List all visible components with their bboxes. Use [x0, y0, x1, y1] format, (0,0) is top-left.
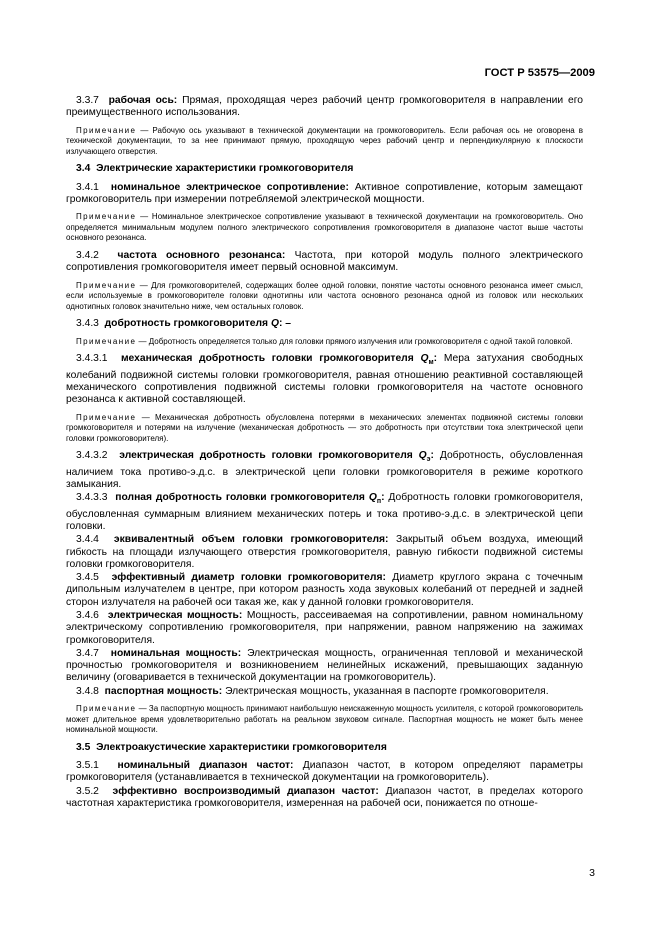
clause-number: 3.4.3.1	[76, 353, 108, 365]
clause-number: 3.3.7	[76, 95, 99, 106]
term: эффективный диаметр головки громкоговорителя:	[111, 572, 386, 584]
term: эквивалентный объем головки громкоговорителя:	[113, 534, 389, 546]
term: эффективно воспроизводимый диапазон частот:	[112, 785, 379, 797]
definition-3-4-2	[66, 250, 583, 275]
clause-number: 3.4.3.3	[76, 492, 108, 504]
note-text: — Номинальное электрическое сопротивление указывают в технической документации на громкоговоритель. Оно определяется минимальным модулем полного электрического сопротивления громкоговорителя в диапазоне частот выше частоты основного резонанса.	[66, 212, 583, 243]
definition-text: Электрическая мощность, указанная в паспорте громкоговорителя.	[225, 685, 549, 697]
definition-text: Электрическая мощность, ограниченная тепловой и механической прочностью громкоговорителя и возникновением нелинейных искажений, превышающих заданную величину (оговаривается в технической документации на громкоговоритель).	[66, 647, 583, 684]
note-3-4-3	[66, 337, 583, 348]
definition-text: Добротность, обусловленная наличием тока противо-э.д.с. в электрической цепи головки громкоговорителя в режиме короткого замыкания.	[66, 450, 583, 490]
term-colon: :	[430, 450, 434, 462]
term: номинальное электрическое сопротивление:	[110, 181, 349, 193]
term-colon: :	[433, 353, 438, 365]
clause-number: 3.4.3	[76, 318, 99, 330]
clause-number: 3.5.1	[76, 760, 99, 772]
note-3-4-2	[66, 281, 583, 313]
clause-number: 3.4.8	[76, 685, 99, 697]
term-text: электрическая добротность головки громкоговорителя	[119, 450, 413, 462]
definition-text: Закрытый объем воздуха, имеющий гибкость на площади излучающего отверстия громкоговорителя, равную гибкости подвижной системы головки громкоговорителя.	[66, 534, 583, 570]
quality-symbol: Q	[270, 318, 279, 330]
clause-number: 3.4.4	[76, 534, 99, 546]
section-number: 3.5	[76, 741, 91, 753]
clause-number: 3.4.5	[76, 572, 99, 584]
definition-text: Диапазон частот, в пределах которого частотная характеристика громкоговорителя, измеренная на рабочей оси, понижается по отноше-	[66, 785, 583, 810]
note-3-4-1	[66, 212, 583, 244]
note-text: — Механическая добротность обусловлена потерями в механических элементах подвижной системы головки громкоговорителя и потерями на излучение (механическая добротность — это добротность при отсутствии тока электрической цепи головки громкоговорителя).	[66, 412, 583, 443]
note-label: Примечание	[76, 212, 137, 222]
definition-text: Добротность головки громкоговорителя, обусловленная суммарным влиянием механических потерь и тока противо-э.д.с. в электрической цепи головки.	[66, 492, 583, 532]
term-text: полная добротность головки громкоговорителя	[115, 492, 365, 504]
term	[120, 353, 438, 367]
definition-3-4-6	[66, 610, 583, 647]
note-label: Примечание	[76, 412, 137, 422]
section-title: Электрические характеристики громкоговорителя	[96, 163, 354, 175]
symbol-subscript: м	[428, 359, 434, 367]
term	[105, 318, 291, 329]
definition-text: Мера затухания свободных колебаний подвижной системы головки громкоговорителя, равная отношению реактивной составляющей механического сопротивления подвижной системы головки громкоговорителя на частоте основного резонанса к активной составляющей.	[66, 353, 583, 406]
definition-3-4-8	[66, 686, 583, 698]
definition-3-4-3-1	[66, 353, 583, 406]
definition-text: Диаметр круглого экрана с точечным дипольным излучателем в центре, при котором разность хода звуковых колебаний от передней и задней сторон излучателя на рабочей оси такая же, как у данной головки громкоговорителя.	[66, 572, 583, 608]
clause-number: 3.4.3.2	[76, 450, 108, 462]
term: номинальная мощность:	[110, 647, 242, 659]
term-tail: : –	[278, 318, 291, 330]
quality-symbol: Q	[418, 450, 427, 462]
definition-3-4-1	[66, 182, 583, 207]
section-3-5-heading	[66, 742, 583, 754]
term	[119, 450, 434, 464]
definition-3-4-3-2	[66, 450, 583, 491]
note-label: Примечание	[76, 336, 137, 346]
section-number: 3.4	[76, 163, 91, 175]
note-text: — За паспортную мощность принимают наибольшую неискаженную мощность усилителя, с которой громкоговоритель может длительное время удовлетворительно работать на реальном звуковом сигнале. Паспортная мощность не может быть менее номинальной мощности.	[66, 704, 583, 735]
definition-3-4-5	[66, 572, 583, 609]
section-title: Электроакустические характеристики громкоговорителя	[96, 741, 387, 753]
definition-3-5-2	[66, 786, 583, 811]
quality-symbol: Q	[420, 353, 429, 365]
term: рабочая ось:	[108, 95, 178, 106]
definition-3-4-4	[66, 534, 583, 571]
term-text: добротность громкоговорителя	[104, 318, 269, 330]
clause-number: 3.4.1	[76, 181, 99, 193]
definition-3-4-3-3	[66, 492, 583, 533]
definition-text: Прямая, проходящая через рабочий центр громкоговорителя в направлении его преимущественного использования.	[66, 95, 583, 119]
note-3-4-3-1	[66, 413, 583, 445]
definition-text: Диапазон частот, в котором определяют параметры громкоговорителя (устанавливается в технической документации на громкоговоритель).	[66, 760, 583, 784]
term: электрическая мощность:	[107, 609, 243, 621]
note-label: Примечание	[76, 704, 137, 714]
page-content	[66, 95, 583, 811]
note-label: Примечание	[76, 125, 137, 135]
definition-3-3-7	[66, 95, 583, 120]
definition-text: Активное сопротивление, которым замещают громкоговоритель при измерении потребляемой электрической мощности.	[66, 181, 583, 205]
term	[115, 492, 385, 506]
note-text: — Рабочую ось указывают в технической документации на громкоговоритель. Если рабочая ось не оговорена в технической документации, то за нее принимают прямую, проходящую через рабочий центр и перпендикулярную к плоскости излучающего отверстия.	[66, 125, 583, 156]
section-3-4-heading	[66, 163, 583, 175]
clause-number: 3.4.7	[76, 647, 99, 659]
term: паспортная мощность:	[104, 685, 223, 697]
page-number: 3	[589, 867, 595, 879]
note-text: — Добротность определяется только для головки прямого излучения или громкоговорителя с одной такой головкой.	[138, 336, 573, 346]
note-text: — Для громкоговорителей, содержащих более одной головки, понятие частоты основного резонанса имеет смысл, если используемые в громкоговорителе головки однотипны или частота основного резонанса одной из головок или нескольких однотипных головок значительно ниже, чем остальных головок.	[66, 280, 583, 311]
clause-number: 3.5.2	[76, 785, 99, 797]
clause-number: 3.4.6	[76, 609, 99, 621]
term: частота основного резонанса:	[117, 250, 286, 262]
term-text: механическая добротность головки громкоговорителя	[120, 353, 414, 365]
definition-text: Частота, при которой модуль полного электрического сопротивления громкоговорителя имеет первый основной максимум.	[66, 250, 583, 274]
definition-3-5-1	[66, 760, 583, 785]
standard-header: ГОСТ Р 53575—2009	[484, 67, 595, 79]
symbol-subscript: п	[376, 498, 382, 506]
definition-text: Мощность, рассеиваемая на сопротивлении, равном номинальному электрическому сопротивлению громкоговорителя, при напряжении, равном напряжению на зажимах громкоговорителя.	[66, 609, 583, 646]
note-3-3-7	[66, 126, 583, 158]
note-3-4-8	[66, 704, 583, 736]
definition-3-4-3	[66, 318, 583, 330]
note-label: Примечание	[76, 280, 137, 290]
definition-3-4-7	[66, 648, 583, 685]
quality-symbol: Q	[368, 492, 377, 504]
clause-number: 3.4.2	[76, 250, 99, 262]
term-colon: :	[381, 492, 385, 504]
symbol-subscript: э	[426, 456, 431, 464]
term: номинальный диапазон частот:	[117, 760, 294, 772]
